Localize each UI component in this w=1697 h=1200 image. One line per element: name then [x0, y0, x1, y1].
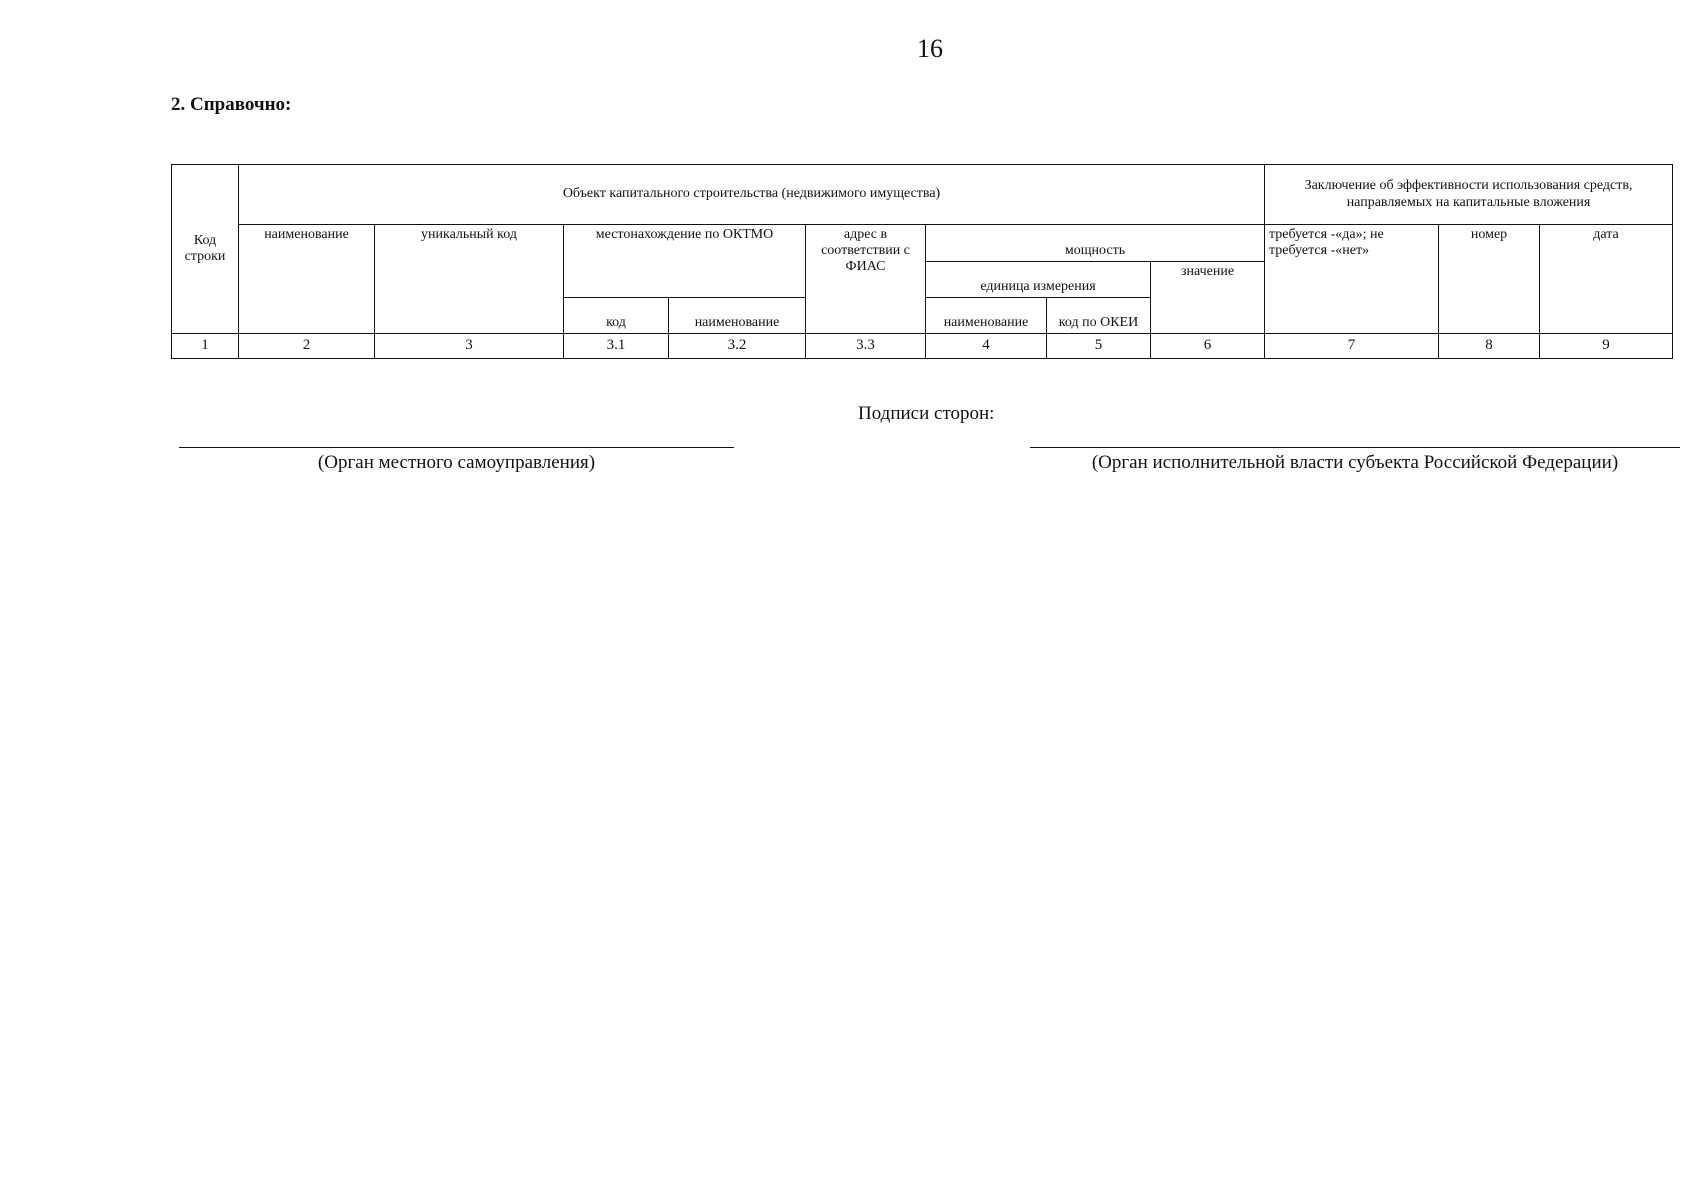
header-conclusion-group: Заключение об эффективности использования средств, направляемых на капитальные вложения	[1265, 165, 1673, 225]
header-fias-address: адрес в соответствии с ФИАС	[806, 225, 926, 334]
header-unit-name: наименование	[926, 298, 1047, 334]
signature-line-local-government	[179, 447, 734, 448]
column-number: 8	[1439, 334, 1540, 359]
column-number: 3	[375, 334, 564, 359]
signature-line-regional-authority	[1030, 447, 1680, 448]
reference-table	[171, 164, 1673, 359]
column-number: 1	[172, 334, 239, 359]
column-number: 5	[1047, 334, 1151, 359]
column-number: 6	[1151, 334, 1265, 359]
header-oktmo-name: наименование	[669, 298, 806, 334]
header-row-code: Код строки	[172, 165, 239, 334]
header-value: значение	[1151, 262, 1265, 334]
header-okei-code: код по ОКЕИ	[1047, 298, 1151, 334]
header-number: номер	[1439, 225, 1540, 334]
header-oktmo-location: местонахождение по ОКТМО	[564, 225, 806, 298]
header-unit: единица измерения	[926, 262, 1151, 298]
page-number: 16	[917, 34, 943, 63]
column-number: 3.3	[806, 334, 926, 359]
column-number: 3.1	[564, 334, 669, 359]
section-title: 2. Справочно:	[171, 94, 292, 115]
header-date: дата	[1540, 225, 1673, 334]
header-object-group: Объект капитального строительства (недвижимого имущества)	[239, 165, 1265, 225]
signature-label-local-government: (Орган местного самоуправления)	[317, 452, 596, 473]
header-capacity: мощность	[926, 225, 1265, 262]
signature-label-regional-authority: (Орган исполнительной власти субъекта Российской Федерации)	[1091, 452, 1619, 473]
column-number: 4	[926, 334, 1047, 359]
column-number: 7	[1265, 334, 1439, 359]
header-name: наименование	[239, 225, 375, 334]
header-unique-code: уникальный код	[375, 225, 564, 334]
column-number: 2	[239, 334, 375, 359]
column-number: 9	[1540, 334, 1673, 359]
header-oktmo-code: код	[564, 298, 669, 334]
header-required: требуется -«да»; не требуется -«нет»	[1265, 225, 1439, 334]
signatures-title: Подписи сторон:	[858, 403, 995, 424]
column-number: 3.2	[669, 334, 806, 359]
